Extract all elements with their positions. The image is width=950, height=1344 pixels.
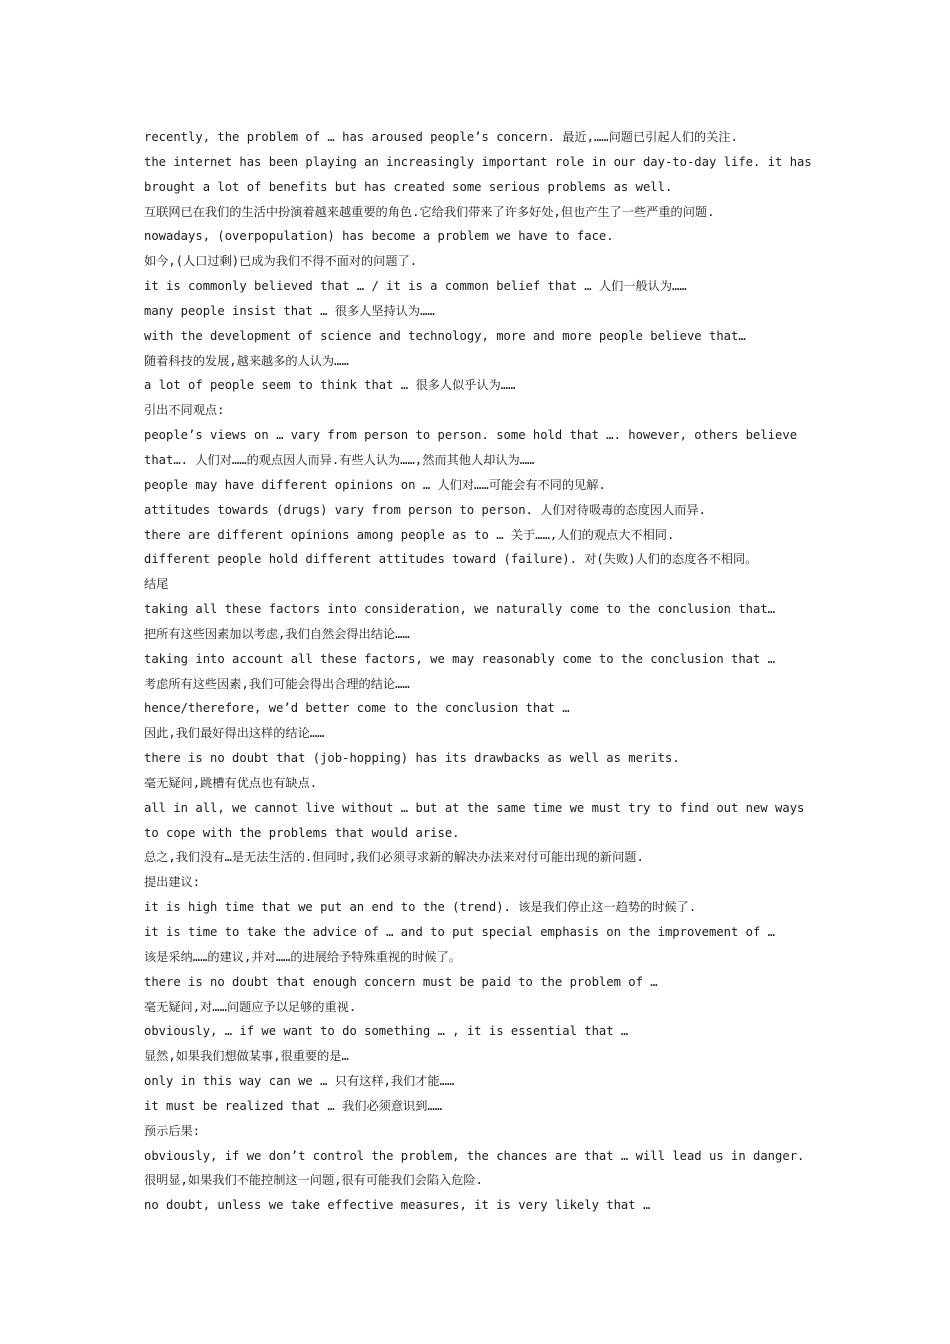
text-line: it must be realized that … 我们必须意识到…… (144, 1098, 443, 1113)
text-line: 毫无疑问,对……问题应予以足够的重视. (144, 999, 357, 1014)
text-line: it is high time that we put an end to the (trend). 该是我们停止这一趋势的时候了. (144, 900, 697, 915)
text-line: recently, the problem of … has aroused people’s concern. 最近,……问题已引起人们的关注. (144, 130, 738, 144)
text-line: brought a lot of benefits but has created some serious problems as well. (144, 179, 673, 194)
text-line: 考虑所有这些因素,我们可能会得出合理的结论…… (144, 676, 410, 691)
text-line: hence/therefore, we’d better come to the conclusion that … (144, 701, 570, 716)
text-line: people may have different opinions on … 人们对……可能会有不同的见解. (144, 477, 606, 492)
text-line: people’s views on … vary from person to person. some hold that …. however, others believe (144, 428, 798, 443)
text-line: obviously, if we don’t control the problem, the chances are that … will lead us in danger. (144, 1148, 805, 1163)
text-line: 随着科技的发展,越来越多的人认为…… (144, 353, 349, 368)
section-heading: 引出不同观点: (144, 403, 225, 418)
text-line: all in all, we cannot live without … but at the same time we must try to find out new ways (144, 800, 805, 815)
text-line: 毫无疑问,跳槽有优点也有缺点. (144, 775, 318, 790)
text-line: 很明显,如果我们不能控制这一问题,很有可能我们会陷入危险. (144, 1173, 483, 1188)
text-line: there is no doubt that (job-hopping) has its drawbacks as well as merits. (144, 751, 680, 766)
text-line: 因此,我们最好得出这样的结论…… (144, 726, 325, 741)
text-line: taking into account all these factors, we may reasonably come to the conclusion that … (144, 651, 776, 666)
section-heading: 预示后果: (144, 1123, 201, 1138)
document-body (144, 125, 824, 1218)
text-line: 互联网已在我们的生活中扮演着越来越重要的角色.它给我们带来了许多好处,但也产生了一些严重的问题. (144, 204, 715, 219)
text-line: taking all these factors into consideration, we naturally come to the conclusion that… (144, 602, 776, 617)
text-line: 总之,我们没有…是无法生活的.但同时,我们必须寻求新的解决办法来对付可能出现的新问题. (144, 850, 644, 865)
text-line: 显然,如果我们想做某事,很重要的是… (144, 1049, 349, 1064)
text-line: a lot of people seem to think that … 很多人似乎认为…… (144, 378, 516, 393)
text-line: attitudes towards (drugs) vary from person to person. 人们对待吸毒的态度因人而异. (144, 502, 706, 517)
text-line: nowadays, (overpopulation) has become a problem we have to face. (144, 229, 614, 244)
text-line: only in this way can we … 只有这样,我们才能…… (144, 1074, 455, 1089)
text-line: many people insist that … 很多人坚持认为…… (144, 303, 435, 318)
text-line: 如今,(人口过剩)已成为我们不得不面对的问题了. (144, 254, 418, 269)
text-line: that…. 人们对……的观点因人而异.有些人认为……,然而其他人却认为…… (144, 452, 535, 467)
text-line: it is commonly believed that … / it is a common belief that … 人们一般认为…… (144, 279, 687, 294)
text-line: it is time to take the advice of … and to put special emphasis on the improvement of … (144, 925, 776, 939)
text-line: there is no doubt that enough concern must be paid to the problem of … (144, 974, 658, 989)
text-line: with the development of science and technology, more and more people believe that… (144, 328, 746, 343)
text-line: 把所有这些因素加以考虑,我们自然会得出结论…… (144, 626, 410, 641)
text-line: to cope with the problems that would arise. (144, 825, 460, 840)
text-line: obviously, … if we want to do something … , it is essential that … (144, 1024, 629, 1039)
text-line: there are different opinions among people as to … 关于……,人们的观点大不相同. (144, 527, 675, 542)
section-heading: 提出建议: (144, 875, 201, 890)
text-line: 该是采纳……的建议,并对……的进展给予特殊重视的时候了。 (144, 949, 461, 964)
text-line: different people hold different attitudes toward (failure). 对(失败)人们的态度各不相同。 (144, 552, 758, 567)
text-line: the internet has been playing an increasingly important role in our day-to-day life. it has (144, 154, 812, 169)
text-line: no doubt, unless we take effective measures, it is very likely that … (144, 1198, 651, 1213)
section-heading: 结尾 (144, 577, 169, 592)
